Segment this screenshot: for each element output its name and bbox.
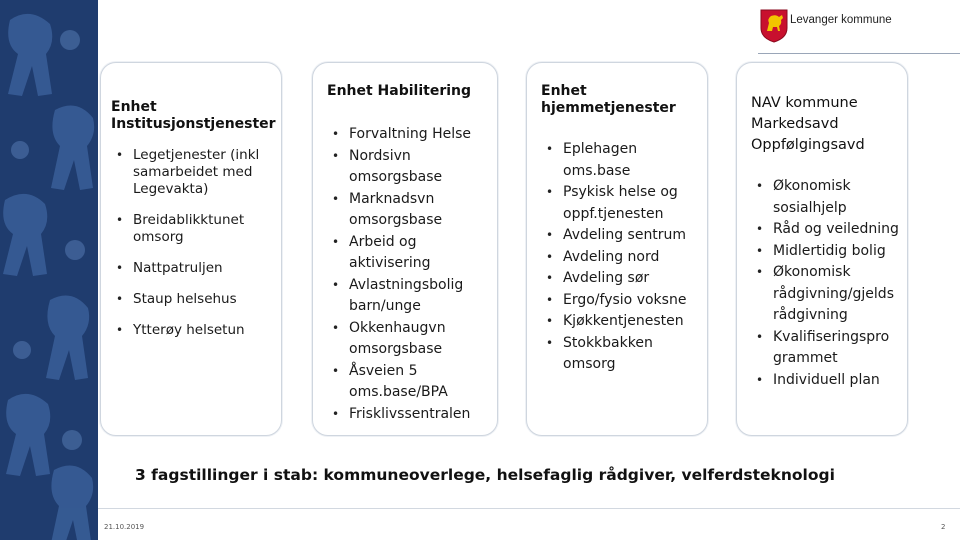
card-title: Enhet Habilitering xyxy=(327,83,472,99)
list-item: • Nordsivn omsorgsbase xyxy=(327,146,497,189)
list-item: • Kvalifiseringspro grammet xyxy=(751,327,907,370)
municipality-logo xyxy=(760,9,788,43)
list-item: • Forvaltning Helse xyxy=(327,124,497,146)
decorative-side-band xyxy=(0,0,98,540)
footer-divider xyxy=(98,508,960,509)
horse-pattern-graphic xyxy=(0,0,98,540)
card-title: Enhet hjemmetjenester xyxy=(541,83,676,116)
list-item: • Råd og veiledning xyxy=(751,219,907,241)
slide-date: 21.10.2019 xyxy=(104,523,145,531)
list-item: • Åsveien 5 oms.base/BPA xyxy=(327,361,497,404)
unit-card-habilitering xyxy=(312,62,498,436)
list-item: • Breidablikktunet omsorg xyxy=(111,212,281,246)
list-item: • Arbeid og aktivisering xyxy=(327,232,497,275)
list-item: • Okkenhaugvn omsorgsbase xyxy=(327,318,497,361)
unit-card-hjemmetjenester xyxy=(526,62,708,436)
list-item: • Midlertidig bolig xyxy=(751,241,907,263)
list-item: • Avdeling sentrum xyxy=(541,225,707,247)
list-item: • Marknadsvn omsorgsbase xyxy=(327,189,497,232)
list-item: • Kjøkkentjenesten xyxy=(541,311,707,333)
list-item: • Avlastningsbolig barn/unge xyxy=(327,275,497,318)
list-item: • Økonomisk sosialhjelp xyxy=(751,176,907,219)
staff-footnote: 3 fagstillinger i stab: kommuneoverlege, helsefaglig rådgiver, velferdsteknologi xyxy=(135,466,835,484)
unit-card-institusjonstjenester xyxy=(100,62,282,436)
card-item-list xyxy=(327,124,497,425)
list-item: • Individuell plan xyxy=(751,370,907,392)
list-item: • Ergo/fysio voksne xyxy=(541,290,707,312)
card-item-list xyxy=(751,176,907,391)
list-item: • Ytterøy helsetun xyxy=(111,322,281,339)
list-item: • Stokkbakken omsorg xyxy=(541,333,707,376)
unit-card-nav xyxy=(736,62,908,436)
list-item: • Økonomisk rådgivning/gjelds rådgivning xyxy=(751,262,907,327)
org-name: Levanger kommune xyxy=(790,14,892,26)
list-item: • Frisklivssentralen xyxy=(327,404,497,426)
list-item: • Avdeling sør xyxy=(541,268,707,290)
list-item: • Staup helsehus xyxy=(111,291,281,308)
list-item: • Nattpatruljen xyxy=(111,260,281,277)
card-title: Enhet Institusjonstjenester xyxy=(111,99,276,132)
slide-number: 2 xyxy=(941,523,946,531)
list-item: • Psykisk helse og oppf.tjenesten xyxy=(541,182,707,225)
list-item: • Legetjenester (inkl samarbeidet med Legevakta) xyxy=(111,147,281,198)
card-item-list xyxy=(541,139,707,376)
header-divider xyxy=(758,53,960,54)
card-item-list xyxy=(111,147,281,339)
list-item: • Eplehagen oms.base xyxy=(541,139,707,182)
card-title: NAV kommune Markedsavd Oppfølgingsavd xyxy=(751,95,865,153)
list-item: • Avdeling nord xyxy=(541,247,707,269)
